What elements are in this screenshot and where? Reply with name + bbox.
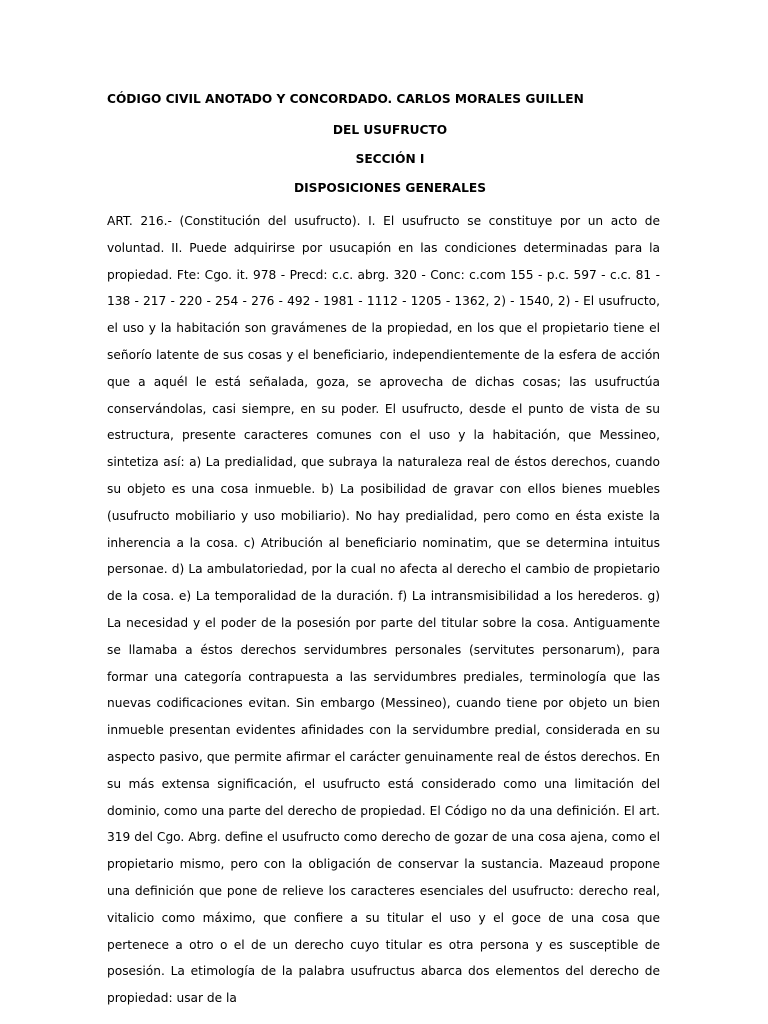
section-heading: DEL USUFRUCTO [332, 123, 448, 137]
document-title: CÓDIGO CIVIL ANOTADO Y CONCORDADO. CARLOS MORALES GUILLEN [107, 92, 584, 106]
section-subheading: DISPOSICIONES GENERALES [294, 181, 486, 195]
section-number: SECCIÓN I [355, 152, 425, 166]
body-paragraph: ART. 216.- (Constitución del usufructo). I. El usufructo se constituye por un acto de voluntad. II. Puede adquirirse por usucapión en las condiciones determinadas para la propiedad. Fte: Cgo. it. 978 - Precd: c.c. abrg. 320 - Conc: c.com 155 - p.c. 597 - c.c. 81 - 138 - 217 - 220 - 254 - 276 - 492 - 1981 - 1112 - 1205 - 1362, 2) - 1540, 2) - El usufructo, el uso y la habitación son gravámenes de la propiedad, en los que el propietario tiene el señorío latente de sus cosas y el beneficiario, independientemente de la esfera de acción que a aquél le está señalada, goza, se aprovecha de dichas cosas; las usufructúa conservándolas, casi siempre, en su poder. El usufructo, desde el punto de vista de su estructura, presente caracteres comunes con el uso y la habitación, que Messineo, sintetiza así: a) La predialidad, que subraya la naturaleza real de éstos derechos, cuando su objeto es una cosa inmueble. b) La posibilidad de gravar con ellos bienes muebles (usufructo mobiliario y uso mobiliario). No hay predialidad, pero como en ésta existe la inherencia a la cosa. c) Atribución al beneficiario nominatim, que se determina intuitus personae. d) La ambulatoriedad, por la cual no afecta al derecho el cambio de propietario de la cosa. e) La temporalidad de la duración. f) La intransmisibilidad a los herederos. g) La necesidad y el poder de la posesión por parte del titular sobre la cosa. Antiguamente se llamaba a éstos derechos servidumbres personales (servitutes personarum), para formar una categoría contrapuesta a las servidumbres prediales, terminología que las nuevas codificaciones evitan. Sin embargo (Messineo), cuando tiene por objeto un bien inmueble presentan evidentes afinidades con la servidumbre predial, considerada en su aspecto pasivo, que permite afirmar el carácter genuinamente real de éstos derechos. En su más extensa significación, el usufructo está considerado como una limitación del dominio, como una parte del derecho de propiedad. El Código no da una definición. El art. 319 del Cgo. Abrg. define el usufructo como derecho de gozar de una cosa ajena, como el propietario mismo, pero con la obligación de conservar la sustancia. Mazeaud propone una definición que pone de relieve los caracteres esenciales del usufructo: derecho real, vitalicio como máximo, que confiere a su titular el uso y el goce de una cosa que pertenece a otro o el de un derecho cuyo titular es otra persona y es susceptible de posesión. La etimología de la palabra usufructus abarca dos elementos del derecho de propiedad: usar de la [107, 214, 660, 1006]
